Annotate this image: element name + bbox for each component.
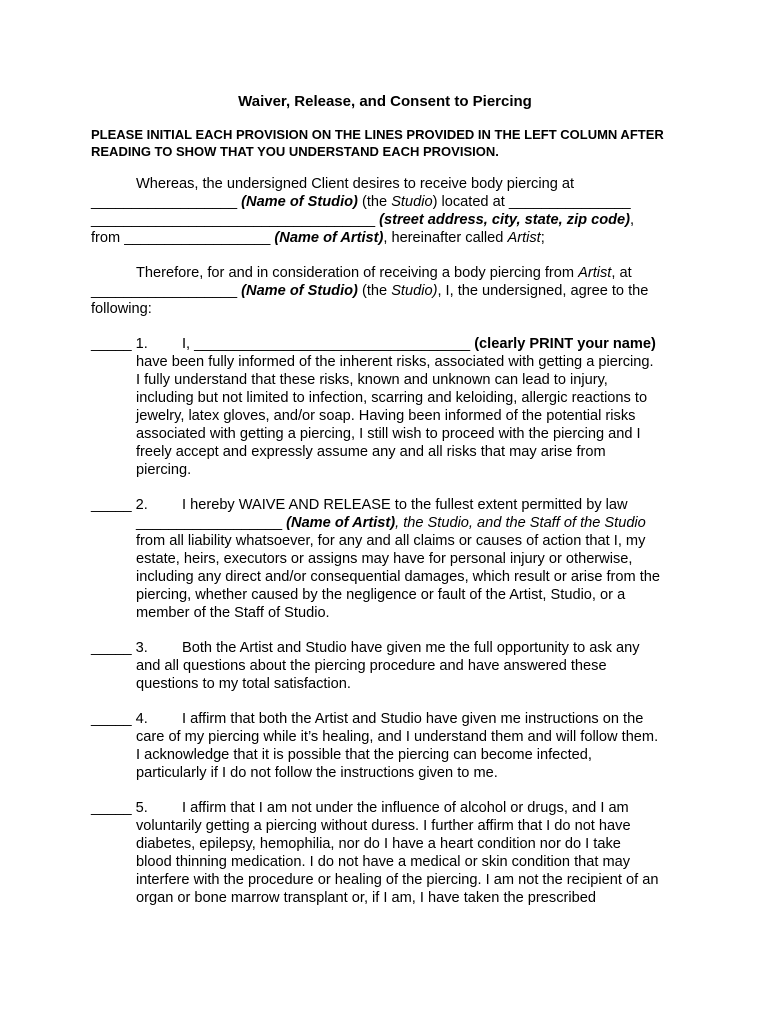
provision-line: voluntarily getting a piercing without duress. I further affirm that I do not have bbox=[136, 818, 631, 834]
provision-line: including any direct and/or consequential damages, which result or arise from the bbox=[136, 569, 661, 585]
initial-line-2[interactable]: _____ 2. bbox=[91, 497, 148, 513]
provision-2-line-1: I hereby WAIVE AND RELEASE to the fullest extent permitted by law bbox=[182, 497, 628, 513]
provision-4-line-1: I affirm that both the Artist and Studio have given me instructions on the bbox=[182, 711, 644, 727]
whereas-line-4: from __________________ (Name of Artist), hereinafter called Artist; bbox=[91, 230, 545, 246]
therefore-line-2: __________________ (Name of Studio) (the Studio), I, the undersigned, agree to the bbox=[91, 283, 649, 299]
provision-line: piercing. bbox=[136, 462, 192, 478]
studio-name-blank[interactable]: __________________ bbox=[91, 194, 238, 210]
therefore-line-1: Therefore, for and in consideration of receiving a body piercing from Artist, at bbox=[136, 265, 632, 281]
provision-line: organ or bone marrow transplant or, if I am, I have taken the prescribed bbox=[136, 890, 596, 906]
studio-name-blank-2[interactable]: __________________ bbox=[91, 283, 238, 299]
provision-line: jewelry, latex gloves, and/or soap. Having been informed of the potential risks bbox=[136, 408, 636, 424]
address-blank[interactable]: ___________________________________ bbox=[91, 212, 376, 228]
provision-5-line-1: I affirm that I am not under the influence of alcohol or drugs, and I am bbox=[182, 800, 629, 816]
provision-line: diabetes, epilepsy, hemophilia, nor do I have a heart condition nor do I take bbox=[136, 836, 621, 852]
provision-line: freely accept and expressly assume any and all risks that may arise from bbox=[136, 444, 606, 460]
whereas-line-1: Whereas, the undersigned Client desires to receive body piercing at bbox=[136, 176, 575, 192]
initial-line-1[interactable]: _____ 1. bbox=[91, 336, 148, 352]
provision-line: piercing, whether caused by the negligence or fault of the Artist, Studio, or a bbox=[136, 587, 626, 603]
provision-2-line-2: __________________ (Name of Artist), the Studio, and the Staff of the Studio bbox=[136, 515, 646, 531]
provision-line: interfere with the procedure or healing of the piercing. I am not the recipient of an bbox=[136, 872, 659, 888]
provision-line: particularly if I do not follow the instructions given to me. bbox=[136, 765, 498, 781]
initial-line-4[interactable]: _____ 4. bbox=[91, 711, 148, 727]
provision-line: from all liability whatsoever, for any and all claims or causes of action that I, my bbox=[136, 533, 646, 549]
studio-location-blank[interactable]: _______________ bbox=[508, 194, 631, 210]
whereas-line-3: ___________________________________ (street address, city, state, zip code), bbox=[91, 212, 635, 228]
artist-name-blank-2[interactable]: __________________ bbox=[136, 515, 283, 531]
initial-line-3[interactable]: _____ 3. bbox=[91, 640, 148, 656]
provision-line: questions to my total satisfaction. bbox=[136, 676, 351, 692]
provision-line: and all questions about the piercing procedure and have answered these bbox=[136, 658, 607, 674]
provision-line: associated with getting a piercing, I still wish to proceed with the piercing and I bbox=[136, 426, 641, 442]
initial-line-5[interactable]: _____ 5. bbox=[91, 800, 148, 816]
provision-line: have been fully informed of the inherent risks, associated with getting a piercing. bbox=[136, 354, 654, 370]
artist-name-blank[interactable]: __________________ bbox=[124, 230, 271, 246]
instructions-heading: PLEASE INITIAL EACH PROVISION ON THE LINES PROVIDED IN THE LEFT COLUMN AFTER READING TO SHOW THAT YOU UNDERSTAND EACH PROVISION. bbox=[91, 127, 664, 159]
provision-line: estate, heirs, executors or assigns may have for personal injury or otherwise, bbox=[136, 551, 633, 567]
page-title: Waiver, Release, and Consent to Piercing bbox=[238, 93, 532, 110]
provision-1-line-1: I, __________________________________ (clearly PRINT your name) bbox=[182, 336, 656, 352]
provision-line: I fully understand that these risks, known and unknown can lead to injury, bbox=[136, 372, 608, 388]
whereas-line-2: __________________ (Name of Studio) (the Studio) located at _______________ bbox=[91, 194, 631, 210]
print-name-blank[interactable]: __________________________________ bbox=[194, 336, 471, 352]
provision-line: I acknowledge that it is possible that the piercing can become infected, bbox=[136, 747, 592, 763]
provision-line: care of my piercing while it’s healing, and I understand them and will follow them. bbox=[136, 729, 659, 745]
therefore-line-3: following: bbox=[91, 301, 152, 317]
provision-line: including but not limited to infection, scarring and keloiding, allergic reactions to bbox=[136, 390, 648, 406]
provision-line: blood thinning medication. I do not have a medical or skin condition that may bbox=[136, 854, 631, 870]
provision-3-line-1: Both the Artist and Studio have given me the full opportunity to ask any bbox=[182, 640, 640, 656]
provision-line: member of the Staff of Studio. bbox=[136, 605, 330, 621]
